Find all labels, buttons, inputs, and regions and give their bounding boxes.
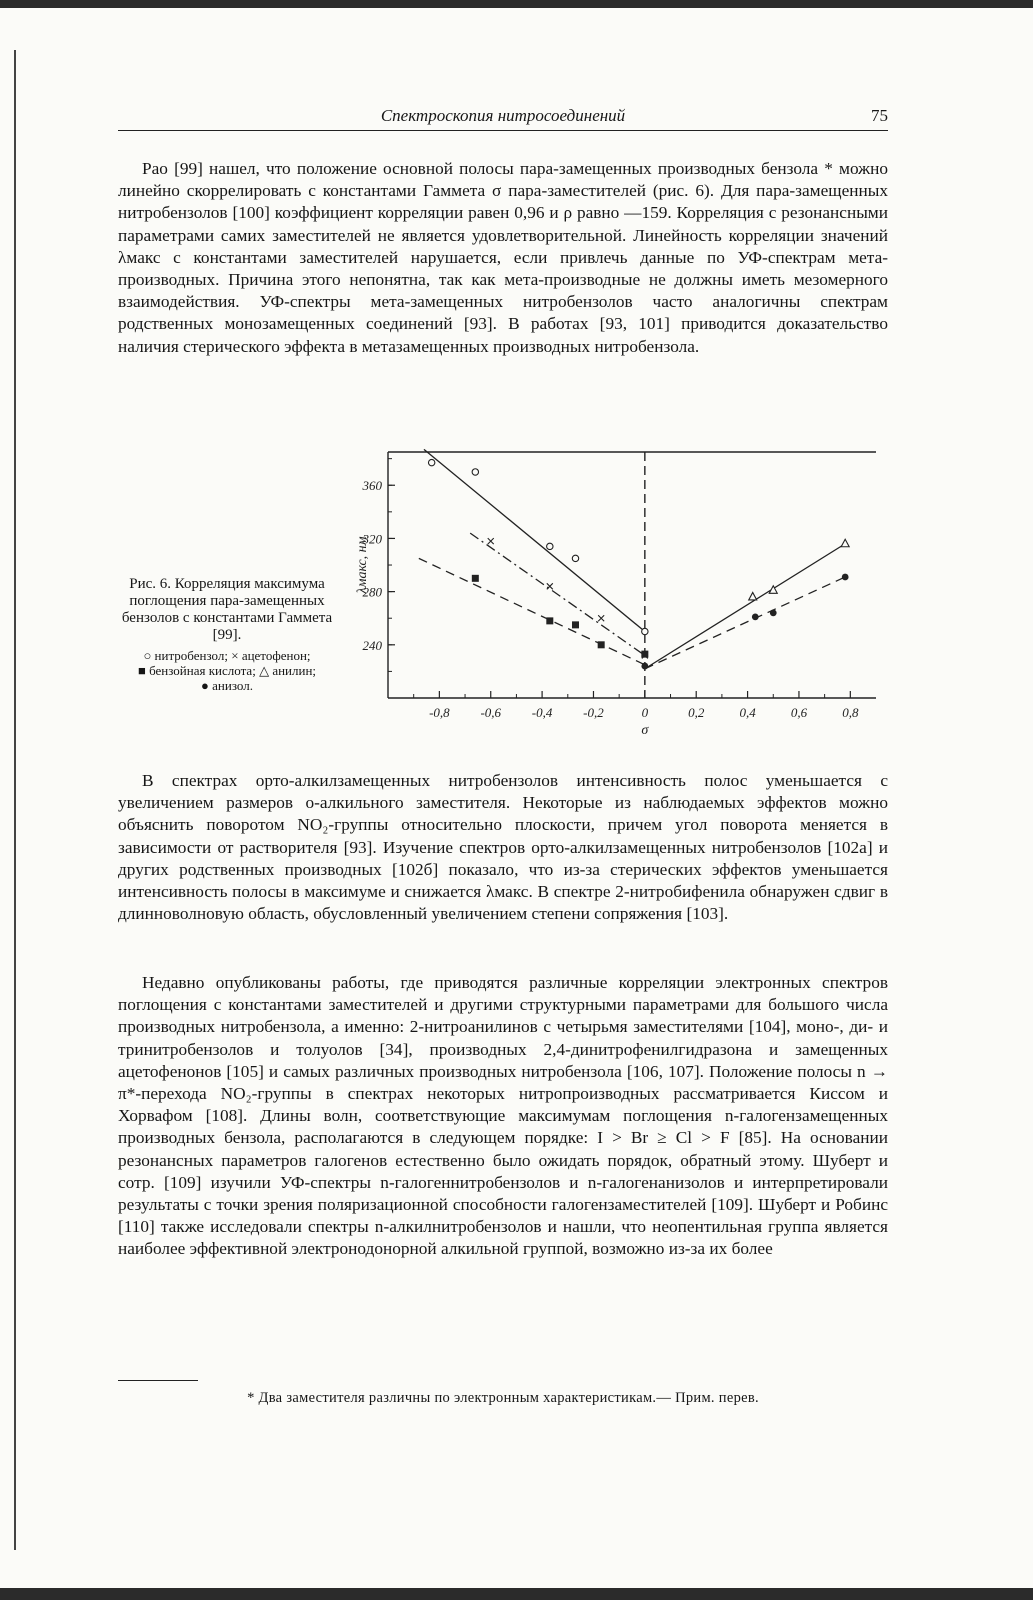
point-acetophenone [547,583,553,589]
legend-text: анизол. [212,678,253,693]
legend-symbol: × [231,648,239,663]
correlation-chart [346,448,886,748]
scan-edge-bottom [0,1588,1033,1600]
trend-line-solid [424,449,645,631]
x-axis-label: σ [641,723,649,738]
point-benzoic-acid [641,651,648,658]
point-nitrobenzene [547,543,553,549]
legend-symbol: ● [201,678,209,693]
x-tick-label: -0,2 [583,705,604,720]
x-tick-label: -0,6 [480,705,502,720]
point-aniline [749,592,757,600]
legend-symbol: △ [259,663,270,678]
paragraph-1: Рао [99] нашел, что положение основной полосы пара-замещенных производных бензола * можно линейно скоррелировать с константами Гаммета σ пара-заместителей (рис. 6). Для пара-замещенных нитробензолов [100] коэффициент корреляции равен 0,96 и ρ равно —159. Корреляция с резонансными параметрами самих заместителей не является удовлетворительной. Линейность корреляции значений λмакс с константами заместителей нарушается, если привлечь данные по УФ-спектрам мета-производных. Причина этого непонятна, так как мета-производные не должны иметь мезомерного взаимодействия. УФ-спектры мета-замещенных нитробензолов часто аналогичны спектрам родственных монозамещенных соединений [93]. В работах [93, 101] приводится доказательство наличия стерического эффекта в метазамещенных производных нитробензола. [118,159,888,356]
page-number: 75 [871,106,888,125]
point-anisole [770,609,777,616]
point-nitrobenzene [428,459,434,465]
point-acetophenone [598,615,604,621]
x-tick-label: 0,4 [739,705,756,720]
legend-symbol: ■ [137,663,146,678]
x-tick-label: 0,6 [790,705,808,720]
page-header [118,106,888,131]
point-benzoic-acid [472,575,479,582]
legend-symbol: ○ [143,648,152,663]
figure-caption: Рис. 6. Корреляция максимума поглощения пара-замещенных бензолов с константами Гаммета [99]. [121,576,333,643]
paragraph-2: В спектрах орто-алкилзамещенных нитробензолов интенсивность полос уменьшается с увеличением размеров о-алкильного заместителя. Некоторые из наблюдаемых эффектов можно объяснить поворотом NO₂-группы относительно плоскости, причем угол поворота меняется в зависимости от растворителя [93]. Изучение спектров орто-алкилзамещенных нитробензолов [102а] и других родственных производных [102б] показало, что из-за стерических эффектов уменьшается интенсивность полосы в максимуме и снижается λмакс. В спектре 2-нитробифенила обнаружен сдвиг в длинноволновую область, обусловленный увеличением степени сопряжения [103]. [118,771,888,924]
x-tick-label: -0,4 [531,705,553,720]
legend-text: нитробензол; [154,648,228,663]
y-axis-label: λмакс, нм [355,536,370,594]
point-nitrobenzene [472,469,478,475]
point-benzoic-acid [598,641,605,648]
x-tick-label: 0 [641,705,649,720]
scan-edge-top [0,0,1033,8]
trend-line-dashdot [470,533,645,655]
legend-entry [116,648,338,663]
point-anisole [842,574,849,581]
legend-entry [116,663,338,678]
point-anisole [752,613,759,620]
x-tick-label: 0,2 [688,705,705,720]
point-nitrobenzene [572,555,578,561]
y-tick-label: 240 [362,637,382,653]
legend-text: анилин; [272,663,317,678]
x-tick-label: 0,8 [842,705,859,720]
paragraph-3: Недавно опубликованы работы, где приводятся различные корреляции электронных спектров поглощения с константами заместителей и другими структурными параметрами для большого числа производных нитробензола, а именно: 2-нитроанилинов с четырьмя заместителями [104], моно-, ди- и тринитробензолов и толуолов [34], производных 2,4-динитрофенилгидразона и замещенных ацетофенонов [105] и самых различных производных нитробензола [106, 107]. Положение полосы n → π*-перехода NO₂-группы в спектрах некоторых нитропроизводных рассматривается Киссом и Хорвафом [108]. Длины волн, соответствующие максимумам поглощения n-галогензамещенных производных бензола, располагаются в следующем порядке: I > Br ≥ Cl > F [85]. На основании резонансных параметров галогенов естественно было ожидать порядок, обратный этому. Шуберт и сотр. [109] изучили УФ-спектры n-галогеннитробензолов и n-галогенанизолов и интерпретировали результаты с точки зрения поляризационной способности галогензаместителей [109]. Шуберт и Робинс [110] также исследовали спектры n-алкилнитробензолов и нашли, что неопентильная группа является наиболее эффективной электронодонорной алкильной группой, возможно из-за их более [118,973,888,1259]
x-tick-label: -0,8 [429,705,450,720]
point-aniline [841,539,849,547]
y-tick-label: 320 [362,531,382,547]
trend-line-dashed [419,558,645,664]
trend-line-dashed [645,577,845,669]
legend-entry [116,678,338,693]
y-tick-label: 280 [362,584,382,600]
point-nitrobenzene [642,628,648,634]
point-acetophenone [488,538,494,544]
legend-text: бензойная кислота; [149,663,256,678]
figure-legend [116,648,338,693]
point-anisole [641,663,648,670]
point-benzoic-acid [572,621,579,628]
y-tick-label: 360 [362,478,382,494]
legend-text: ацетофенон; [241,648,311,663]
scan-edge-left [14,50,16,1550]
footnote-rule [118,1380,198,1381]
running-title: Спектроскопия нитросоединений [380,106,626,125]
point-benzoic-acid [546,617,553,624]
footnote: * Два заместителя различны по электронным характеристикам.— Прим. перев. [247,1390,759,1406]
trend-line-solid [645,544,845,669]
